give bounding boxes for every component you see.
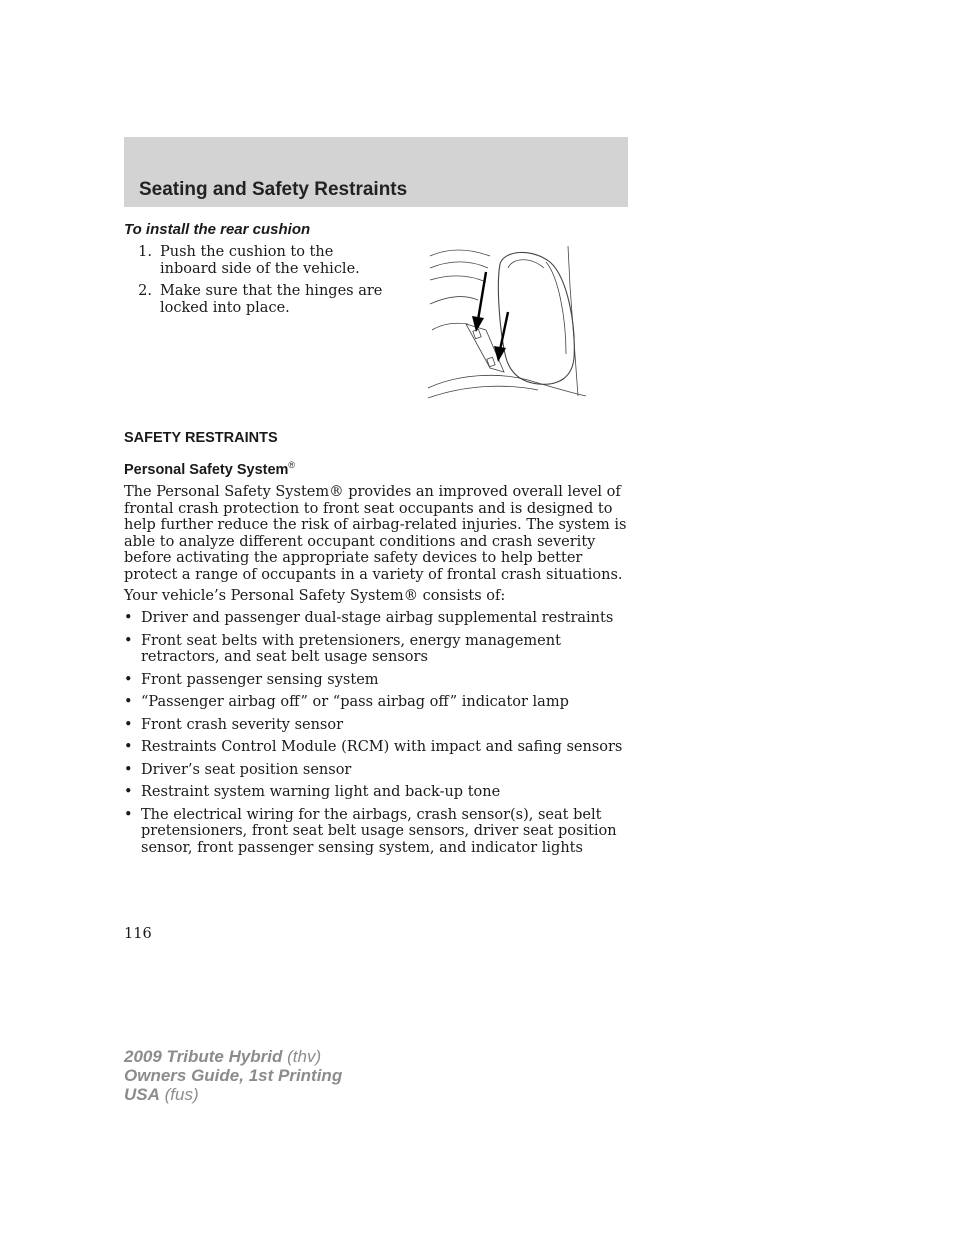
footer-market: USA: [124, 1085, 160, 1104]
step-number: 2.: [138, 283, 152, 299]
footer-market-code: (fus): [159, 1085, 199, 1104]
intro-paragraph: The Personal Safety System® provides an improved overall level of frontal crash protection to front seat occupants and is designed to help further reduce the risk of airbag-related injuries. The system is able to analyze different occupant conditions and crash severity before activating the appropriate safety devices to help better protect a range of occupants in a variety of frontal crash situations.: [124, 484, 627, 583]
step-text: Make sure that the hinges are locked into place.: [160, 283, 383, 316]
bullet: •: [124, 739, 133, 755]
footer-line-1: [124, 1047, 342, 1066]
document-footer: [124, 1047, 342, 1104]
list-item-text: Front seat belts with pretensioners, energy management retractors, and seat belt usage sensors: [141, 632, 561, 665]
list-item: [124, 633, 630, 666]
consists-of-paragraph: Your vehicle’s Personal Safety System® consists of:: [124, 588, 506, 604]
list-item-text: Driver and passenger dual-stage airbag supplemental restraints: [141, 610, 614, 626]
personal-safety-system-heading: [124, 460, 295, 478]
footer-line-3: [124, 1085, 342, 1104]
bullet: •: [124, 610, 133, 626]
footer-guide: Owners Guide, 1st Printing: [124, 1066, 343, 1085]
footer-line-2: [124, 1066, 342, 1085]
list-item-text: Restraint system warning light and back-up tone: [141, 784, 501, 800]
section-header-band: [124, 137, 628, 207]
bullet: •: [124, 784, 133, 800]
bullet: •: [124, 632, 133, 649]
bullet: •: [124, 716, 133, 733]
registered-mark: ®: [288, 460, 296, 470]
list-item: [124, 244, 394, 278]
list-item-text: “Passenger airbag off” or “pass airbag off” indicator lamp: [141, 694, 569, 710]
footer-model: 2009 Tribute Hybrid: [124, 1047, 283, 1066]
list-item: [124, 784, 630, 801]
list-item-text: Restraints Control Module (RCM) with impact and safing sensors: [141, 739, 623, 755]
list-item: [124, 610, 630, 627]
bullet: •: [124, 694, 133, 710]
bullet: •: [124, 806, 133, 823]
step-number: 1.: [138, 244, 152, 260]
safety-restraints-heading: SAFETY RESTRAINTS: [124, 430, 278, 446]
subheading-text: Personal Safety System: [124, 461, 289, 478]
install-heading: To install the rear cushion: [124, 221, 311, 238]
bullet: •: [124, 761, 133, 778]
list-item: [124, 807, 630, 857]
bullet: •: [124, 671, 133, 688]
install-steps-list: [124, 244, 394, 322]
step-text: Push the cushion to the inboard side of the vehicle.: [160, 244, 360, 277]
list-item: [124, 283, 394, 317]
list-item-text: Front crash severity sensor: [141, 716, 344, 733]
rear-cushion-illustration: [428, 246, 586, 402]
page-number: 116: [124, 926, 152, 942]
list-item: [124, 672, 630, 689]
list-item: [124, 739, 630, 756]
list-item-text: The electrical wiring for the airbags, crash sensor(s), seat belt pretensioners, front seat belt usage sensors, driver seat position sensor, front passenger sensing system, and indicator lights: [141, 806, 617, 856]
list-item: [124, 717, 630, 734]
list-item: [124, 762, 630, 779]
list-item-text: Front passenger sensing system: [141, 671, 379, 688]
list-item-text: Driver’s seat position sensor: [141, 761, 352, 778]
page-title: Seating and Safety Restraints: [139, 179, 408, 200]
components-list: [124, 610, 630, 862]
list-item: [124, 694, 630, 711]
footer-model-code: (thv): [282, 1047, 322, 1066]
